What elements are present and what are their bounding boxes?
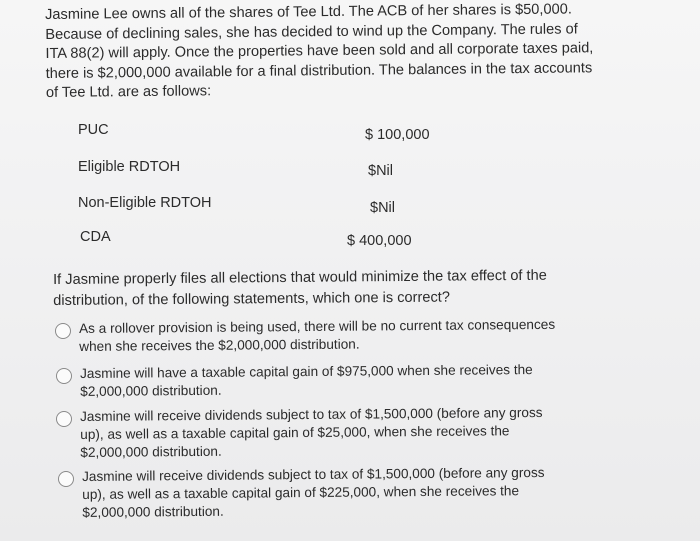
- answer-option-3[interactable]: [56, 404, 543, 461]
- balance-label-puc: PUC: [78, 122, 109, 138]
- balance-value-non-eligible-rdtoh: $Nil: [370, 200, 395, 216]
- option-line: $2,000,000 distribution.: [80, 443, 222, 460]
- option-line: up), as well as a taxable capital gain of $25,000, when she receives the: [80, 423, 510, 442]
- answer-option-1[interactable]: [55, 316, 556, 356]
- intro-line: ITA 88(2) will apply. Once the properties have been sold and all corporate taxes paid,: [45, 40, 594, 63]
- balance-value-puc: $ 100,000: [365, 127, 430, 143]
- option-line: when she receives the $2,000,000 distribution.: [79, 336, 360, 354]
- radio-button[interactable]: [56, 411, 72, 427]
- radio-button[interactable]: [55, 323, 71, 339]
- radio-button[interactable]: [56, 368, 72, 384]
- question-line: distribution, of the following statements, which one is correct?: [53, 289, 450, 309]
- answer-option-2[interactable]: [56, 362, 533, 401]
- option-line: Jasmine will receive dividends subject to tax of $1,500,000 (before any gross: [80, 404, 543, 424]
- balance-label-non-eligible-rdtoh: Non-Eligible RDTOH: [78, 195, 212, 211]
- option-text: [80, 404, 543, 461]
- problem-statement: [45, 0, 646, 104]
- intro-line: Because of declining sales, she has decided to wind up the Company. The rules of: [45, 21, 578, 43]
- balance-value-eligible-rdtoh: $Nil: [368, 163, 393, 179]
- radio-button[interactable]: [58, 471, 74, 487]
- option-line: Jasmine will have a taxable capital gain of $975,000 when she receives the: [80, 362, 533, 381]
- intro-line: Jasmine Lee owns all of the shares of Tee Ltd. The ACB of her shares is $50,000.: [45, 1, 572, 23]
- intro-line: of Tee Ltd. are as follows:: [45, 83, 212, 102]
- option-line: $2,000,000 distribution.: [80, 382, 222, 399]
- option-text: [80, 361, 533, 401]
- question-prompt: [53, 265, 613, 312]
- option-line: $2,000,000 distribution.: [82, 503, 224, 520]
- option-line: up), as well as a taxable capital gain of $225,000, when she receives the: [82, 482, 520, 502]
- intro-line: there is $2,000,000 available for a final distribution. The balances in the tax accounts: [45, 60, 593, 82]
- option-line: Jasmine will receive dividends subject to tax of $1,500,000 (before any gross: [82, 464, 545, 484]
- balance-label-eligible-rdtoh: Eligible RDTOH: [78, 159, 181, 175]
- balance-label-cda: CDA: [80, 229, 111, 245]
- balance-value-cda: $ 400,000: [347, 233, 412, 249]
- question-line: If Jasmine properly files all elections that would minimize the tax effect of the: [53, 267, 547, 288]
- option-text: [79, 316, 555, 356]
- answer-option-4[interactable]: [58, 464, 545, 521]
- option-line: As a rollover provision is being used, there will be no current tax consequences: [79, 316, 556, 336]
- option-text: [82, 464, 545, 521]
